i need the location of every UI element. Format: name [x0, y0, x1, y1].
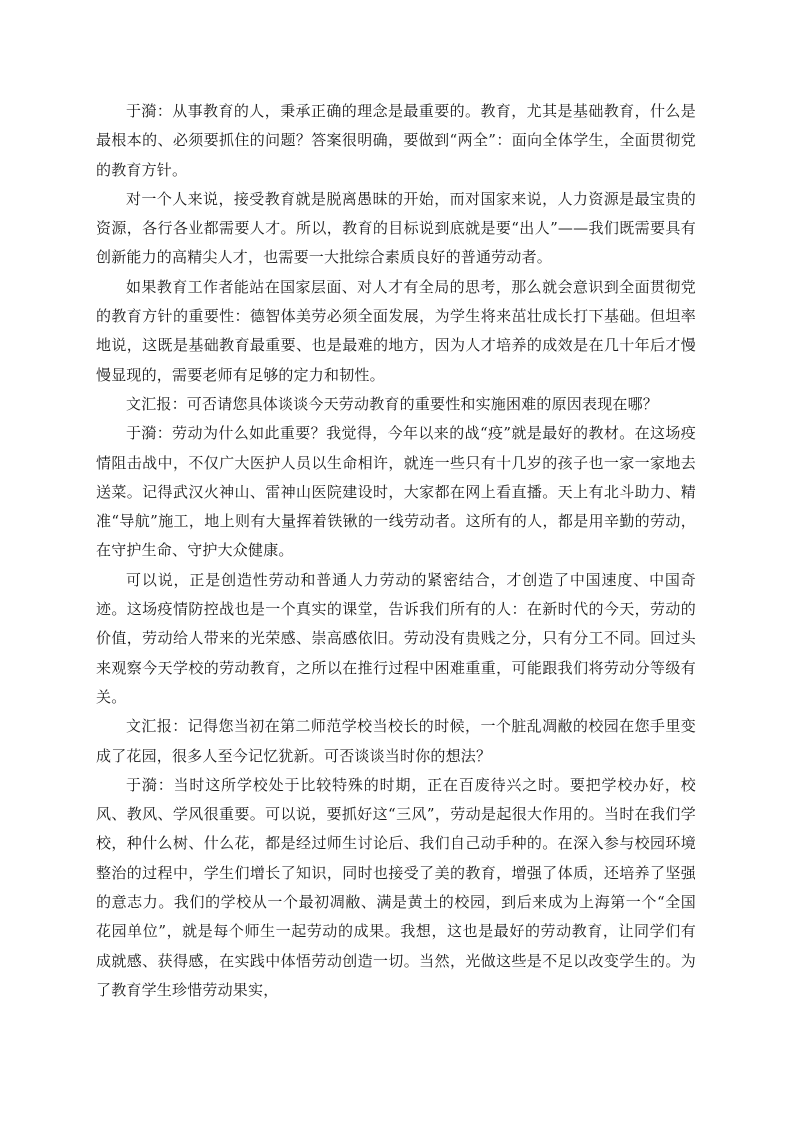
paragraph-1: 于漪：从事教育的人，秉承正确的理念是最重要的。教育，尤其是基础教育，什么是最根本的、必须要抓住的问题？答案很明确，要做到“两全”：面向全体学生，全面贯彻党的教育方针。: [96, 102, 696, 179]
paragraph-3: 如果教育工作者能站在国家层面、对人才有全局的思考，那么就会意识到全面贯彻党的教育方针的重要性：德智体美劳必须全面发展，为学生将来茁壮成长打下基础。但坦率地说，这既是基础教育最重要、也是最难的地方，因为人才培养的成效是在几十年后才慢慢显现的，需要老师有足够的定力和韧性。: [96, 277, 696, 384]
paragraph-2: 对一个人来说，接受教育就是脱离愚昧的开始，而对国家来说，人力资源是最宝贵的资源，各行各业都需要人才。所以，教育的目标说到底就是要“出人”——我们既需要具有创新能力的高精尖人才，也需要一大批综合素质良好的普通劳动者。: [96, 189, 696, 267]
paragraph-6: 可以说，正是创造性劳动和普通人力劳动的紧密结合，才创造了中国速度、中国奇迹。这场疫情防控战也是一个真实的课堂，告诉我们所有的人：在新时代的今天，劳动的价值，劳动给人带来的光荣感、崇高感依旧。劳动没有贵贱之分，只有分工不同。回过头来观察今天学校的劳动教育，之所以在推行过程中困难重重，可能跟我们将劳动分等级有关。: [96, 570, 696, 706]
paragraph-7-question: 文汇报：记得您当初在第二师范学校当校长的时候，一个脏乱凋敝的校园在您手里变成了花园，很多人至今记忆犹新。可否谈谈当时你的想法？: [96, 717, 696, 765]
article-body: [96, 97, 696, 1005]
paragraph-8: 于漪：当时这所学校处于比较特殊的时期，正在百废待兴之时。要把学校办好，校风、教风、学风很重要。可以说，要抓好这“三风”，劳动是起很大作用的。当时在我们学校，种什么树、什么花，都是经过师生讨论后、我们自己动手种的。在深入参与校园环境整治的过程中，学生们增长了知识，同时也接受了美的教育，增强了体质，还培养了坚强的意志力。我们的学校从一个最初凋敝、满是黄土的校园，到后来成为上海第一个“全国花园单位”，就是每个师生一起劳动的成果。我想，这也是最好的劳动教育，让同学们有成就感、获得感，在实践中体悟劳动创造一切。当然，光做这些是不足以改变学生的。为了教育学生珍惜劳动果实，: [96, 775, 696, 999]
paragraph-5: 于漪：劳动为什么如此重要？我觉得，今年以来的战“疫”就是最好的教材。在这场疫情阻击战中，不仅广大医护人员以生命相许，就连一些只有十几岁的孩子也一家一家地去送菜。记得武汉火神山、雷神山医院建设时，大家都在网上看直播。天上有北斗助力、精准“导航”施工，地上则有大量挥着铁锹的一线劳动者。这所有的人，都是用辛勤的劳动，在守护生命、守护大众健康。: [96, 424, 696, 560]
paragraph-4-question: 文汇报：可否请您具体谈谈今天劳动教育的重要性和实施困难的原因表现在哪？: [126, 394, 659, 413]
